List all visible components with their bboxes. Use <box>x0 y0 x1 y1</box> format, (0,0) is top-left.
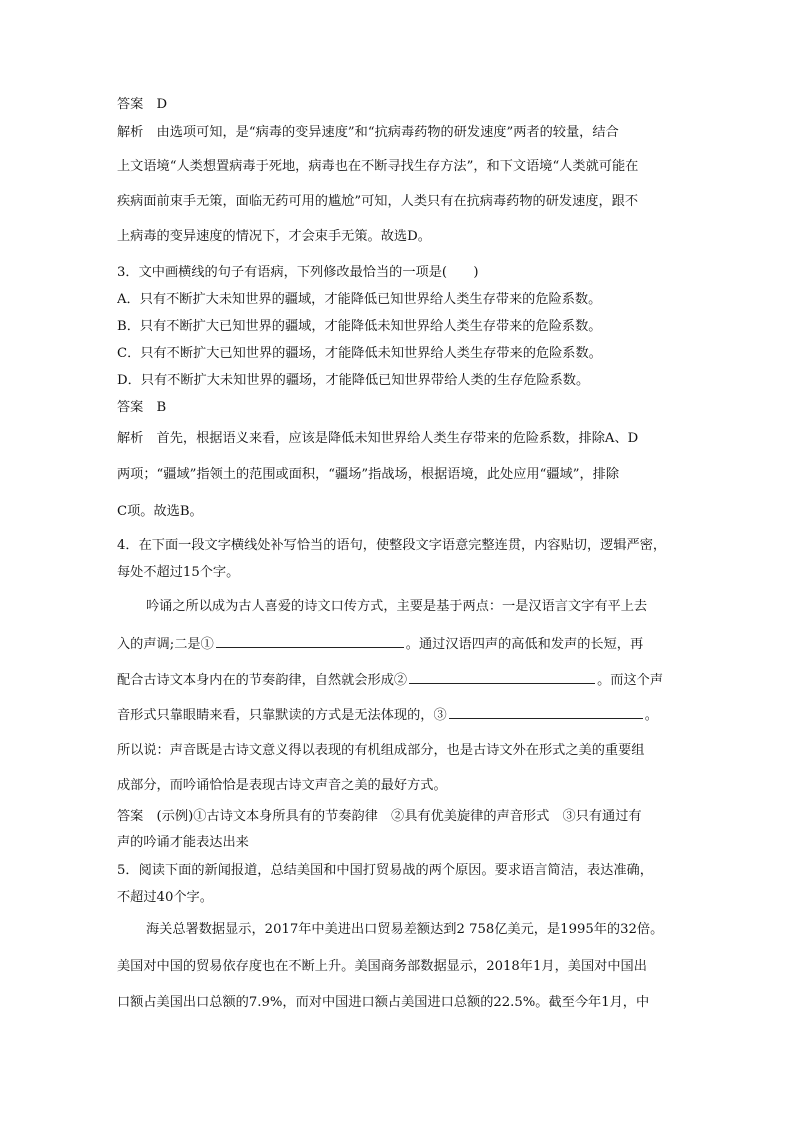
question-5-stem: 5．阅读下面的新闻报道，总结美国和中国打贸易战的两个原因。要求语言简洁，表达准确， <box>117 863 653 878</box>
analysis-line: 解析 首先，根据语义来看，应该是降低未知世界给人类生存带来的危险系数，排除A、D <box>117 431 639 446</box>
passage-line-blank-1 <box>117 634 679 654</box>
option-b: B．只有不断扩大已知世界的疆域，才能降低未知世界给人类生存带来的危险系数。 <box>117 319 602 334</box>
news-line: 口额占美国出口总额的7.9%，而对中国进口额占美国进口总额的22.5%。截至今年1月，中 <box>117 995 650 1010</box>
passage-line: 吟诵之所以成为古人喜爱的诗文口传方式，主要是基于两点：一是汉语言文字有平上去 <box>146 599 648 614</box>
analysis-line: C项。故选B。 <box>117 504 203 519</box>
answer-line: 答案 D <box>117 97 168 112</box>
question-4-stem: 每处不超过15个字。 <box>117 565 240 580</box>
passage-line-blank-3 <box>117 705 679 725</box>
option-c: C．只有不断扩大已知世界的疆场，才能降低未知世界给人类生存带来的危险系数。 <box>117 346 602 361</box>
passage-line: 成部分，而吟诵恰恰是表现古诗文声音之美的最好方式。 <box>117 778 447 793</box>
passage-line-blank-2 <box>117 670 679 690</box>
fill-blank-1[interactable] <box>216 634 404 648</box>
fill-blank-2[interactable] <box>409 670 595 684</box>
fill-blank-3[interactable] <box>449 705 643 719</box>
analysis-line: 两项；“疆域”指领土的范围或面积，“疆场”指战场，根据语境，此处应用“疆域”，排除 <box>117 467 620 482</box>
passage-text: 。 <box>644 708 658 723</box>
question-3-stem: 3．文中画横线的句子有语病，下列修改最恰当的一项是( ) <box>117 265 479 280</box>
answer-line: 答案 (示例)①古诗文本身所具有的节奏韵律 ②具有优美旋律的声音形式 ③只有通过有 <box>117 809 642 824</box>
passage-text: 。通过汉语四声的高低和发声的长短，再 <box>405 637 644 652</box>
passage-text: 音形式只靠眼睛来看，只靠默读的方式是无法体现的，③ <box>117 708 447 723</box>
passage-text: 入的声调;二是① <box>117 637 214 652</box>
answer-line: 答案 B <box>117 400 167 415</box>
option-a: A．只有不断扩大未知世界的疆域，才能降低已知世界给人类生存带来的危险系数。 <box>117 292 602 307</box>
analysis-line: 解析 由选项可知，是“病毒的变异速度”和“抗病毒药物的研发速度”两者的较量，结合 <box>117 125 619 140</box>
analysis-line: 上病毒的变异速度的情况下，才会束手无策。故选D。 <box>117 229 431 244</box>
news-line: 海关总署数据显示，2017年中美进出口贸易差额达到2 758亿美元，是1995年的32倍。 <box>146 922 664 937</box>
question-5-stem: 不超过40个字。 <box>117 890 213 905</box>
question-4-stem: 4．在下面一段文字横线处补写恰当的语句，使整段文字语意完整连贯，内容贴切，逻辑严密， <box>117 538 667 553</box>
analysis-line: 疾病面前束手无策，面临无药可用的尴尬”可知，人类只有在抗病毒药物的研发速度，跟不 <box>117 194 639 209</box>
option-d: D．只有不断扩大未知世界的疆场，才能降低已知世界带给人类的生存危险系数。 <box>117 373 590 388</box>
news-line: 美国对中国的贸易依存度也在不断上升。美国商务部数据显示，2018年1月，美国对中国出 <box>117 959 647 974</box>
passage-text: 配合古诗文本身内在的节奏韵律，自然就会形成② <box>117 673 408 688</box>
passage-text: 。而这个声 <box>597 673 664 688</box>
analysis-line: 上文语境“人类想置病毒于死地，病毒也在不断寻找生存方法”，和下文语境“人类就可能在 <box>117 159 639 174</box>
passage-line: 所以说：声音既是古诗文意义得以表现的有机组成部分，也是古诗文外在形式之美的重要组 <box>117 743 645 758</box>
answer-line: 声的吟诵才能表达出来 <box>117 835 249 850</box>
